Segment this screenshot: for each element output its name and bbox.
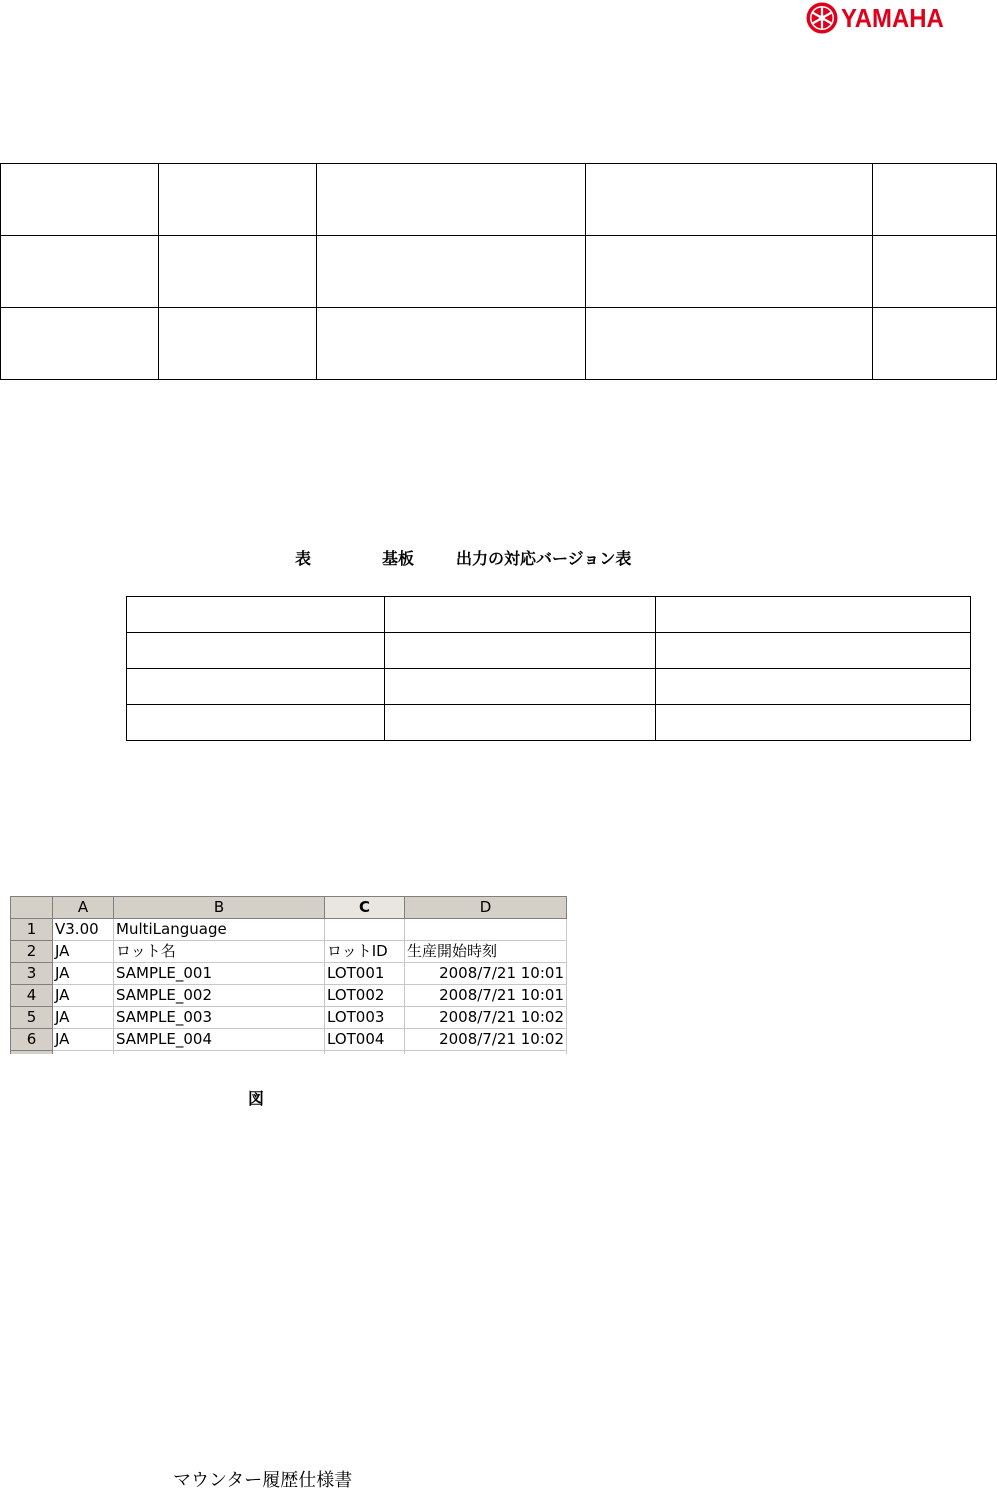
cell-d: 2008/7/21 10:01 [405,963,567,985]
cell-b: ロット名 [114,941,325,963]
table-cell [317,164,586,236]
cell-c [325,919,405,941]
cell-c: LOT004 [325,1029,405,1051]
table-cell [1,164,159,236]
column-header-a: A [53,897,114,919]
cell-b: SAMPLE_001 [114,963,325,985]
table-cell [159,308,317,380]
row-header: 2 [11,941,53,963]
cell-a: JA [53,941,114,963]
row-header: 4 [11,985,53,1007]
table-cell [159,164,317,236]
row-header: 6 [11,1029,53,1051]
cell-b: SAMPLE_002 [114,985,325,1007]
cell-a: V3.00 [53,919,114,941]
table-caption-board: 基板 [382,549,415,568]
table-cell [159,236,317,308]
empty-table-top [0,163,997,380]
table-caption-prefix: 表 [295,549,312,568]
cell-a: JA [53,1007,114,1029]
table-cell [656,669,971,705]
table-cell [656,633,971,669]
row-header [11,1051,53,1055]
cell-a [53,1051,114,1055]
column-header-c: C [325,897,405,919]
row-header: 1 [11,919,53,941]
cell-b: MultiLanguage [114,919,325,941]
table-row [127,705,971,741]
tuning-fork-emblem-icon [805,1,839,35]
table-cell [127,633,385,669]
cell-d: 生産開始時刻 [405,941,567,963]
cell-b [114,1051,325,1055]
cell-c [325,1051,405,1055]
table-row [11,941,567,963]
column-header-d: D [405,897,567,919]
cell-a: JA [53,985,114,1007]
table-cell [586,236,873,308]
table-cell [656,705,971,741]
table-cell [873,308,997,380]
table-cell [385,633,656,669]
cell-d: 2008/7/21 10:02 [405,1007,567,1029]
table-cell [656,597,971,633]
cell-d [405,1051,567,1055]
table-cell [127,705,385,741]
table-cell [385,705,656,741]
table-row [11,919,567,941]
table-row [1,164,997,236]
table-cell [317,308,586,380]
table-cell [127,669,385,705]
table-row [127,633,971,669]
cell-d: 2008/7/21 10:01 [405,985,567,1007]
table-row [127,597,971,633]
cell-a: JA [53,963,114,985]
cell-c: LOT002 [325,985,405,1007]
table-row [11,963,567,985]
table-cell [1,236,159,308]
table-row [11,1007,567,1029]
table-cell [873,164,997,236]
cell-d [405,919,567,941]
cell-c: LOT003 [325,1007,405,1029]
row-header: 5 [11,1007,53,1029]
table-cell [586,164,873,236]
cell-d: 2008/7/21 10:02 [405,1029,567,1051]
footer-title: マウンター履歴仕様書 [173,1470,353,1491]
table-cell [317,236,586,308]
table-cell [873,236,997,308]
column-header-row [11,897,567,919]
cell-b: SAMPLE_003 [114,1007,325,1029]
spreadsheet-screenshot [10,896,567,1060]
table-row [11,1051,567,1055]
table-row [1,308,997,380]
figure-label: 図 [248,1089,265,1108]
table-cell [1,308,159,380]
table-caption-title: 出力の対応バージョン表 [456,549,632,568]
table-cell [586,308,873,380]
column-header-b: B [114,897,325,919]
cell-c: ロットID [325,941,405,963]
table-cell [385,669,656,705]
version-table [126,596,971,741]
table-cell [385,597,656,633]
cell-a: JA [53,1029,114,1051]
cell-c: LOT001 [325,963,405,985]
logo-wordmark: YAMAHA [841,2,944,33]
cell-b: SAMPLE_004 [114,1029,325,1051]
table-row [11,985,567,1007]
corner-cell [11,897,53,919]
row-header: 3 [11,963,53,985]
table-row [1,236,997,308]
table-row [127,669,971,705]
table-row [11,1029,567,1051]
yamaha-logo [805,0,965,36]
table-cell [127,597,385,633]
